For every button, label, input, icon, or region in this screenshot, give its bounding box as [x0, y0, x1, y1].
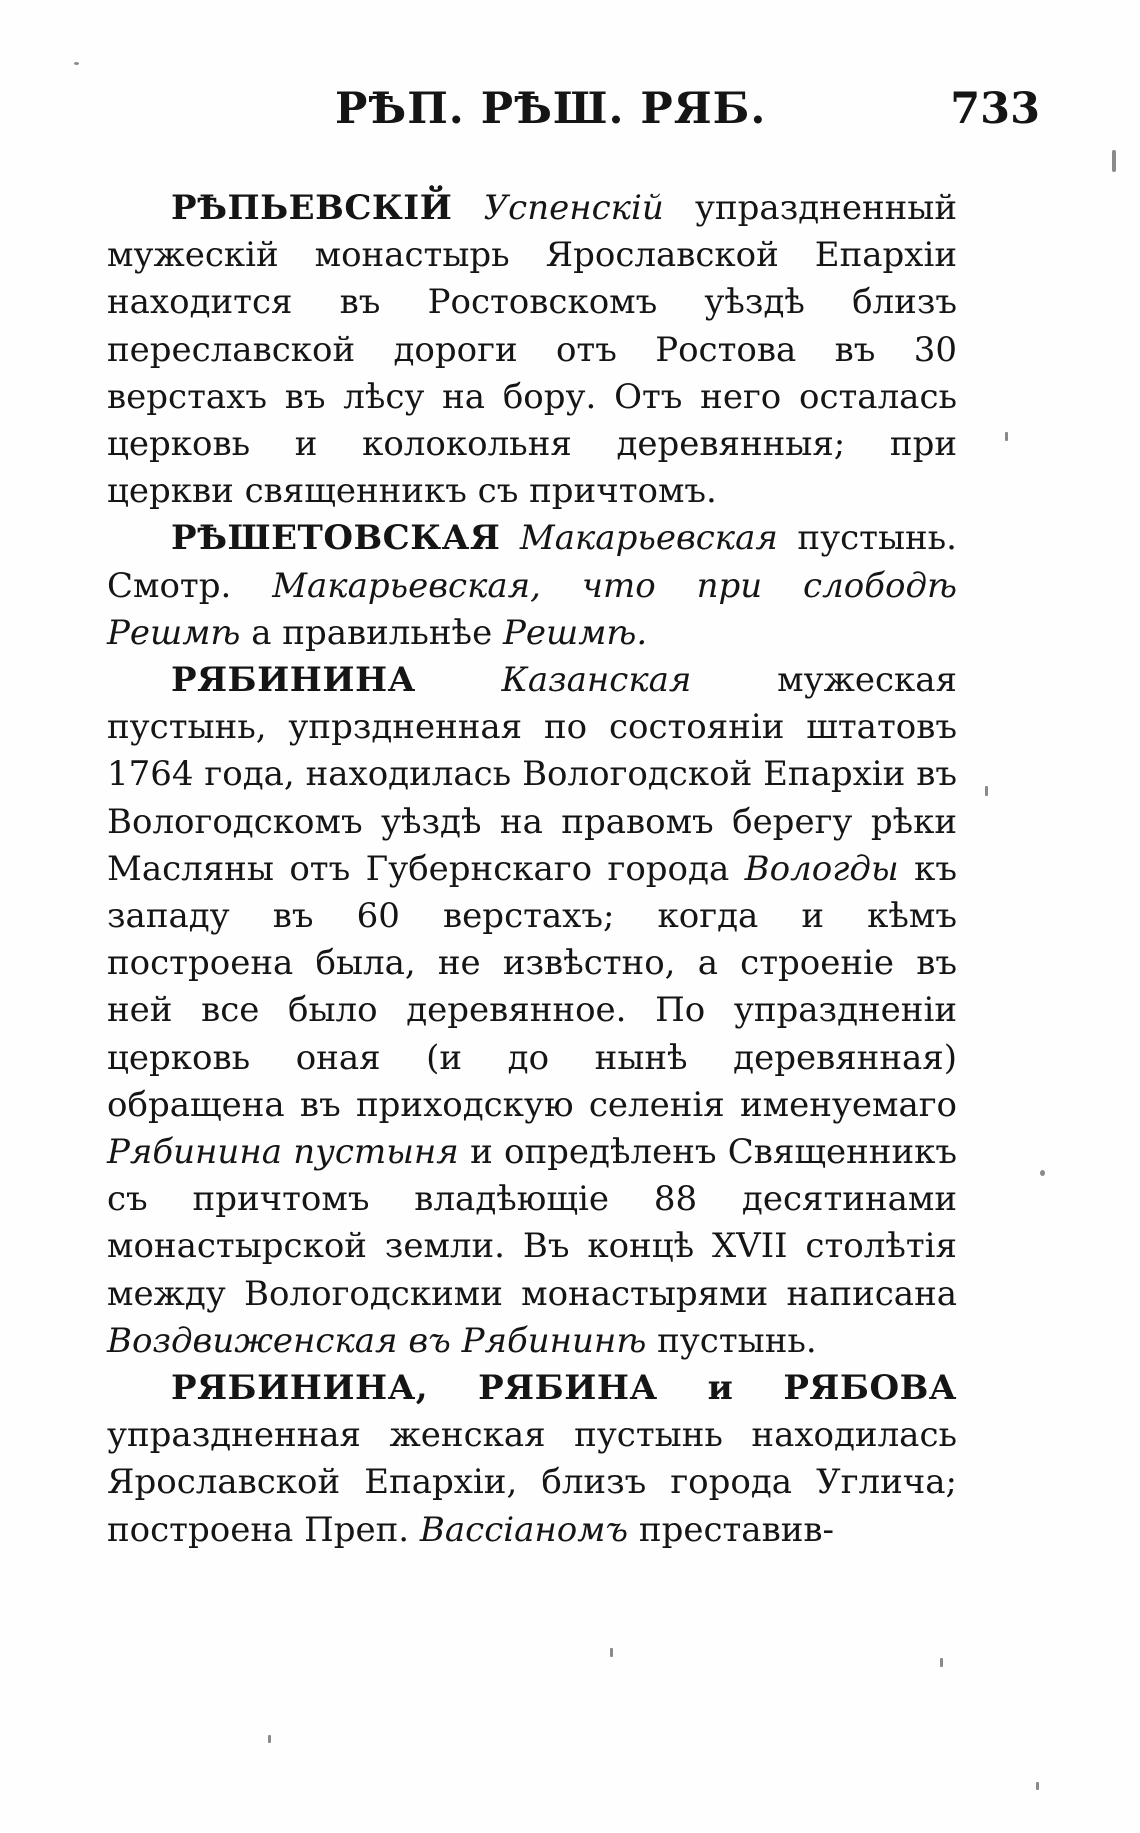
running-head: РѢП. РѢШ. РЯБ.	[335, 84, 767, 134]
entry-text: къ западу въ 60 верстахъ; когда и кѣмъ построена была, не извѣстно, а строеніе въ ней все было деревянное. По упраздненіи церковь оная (и до нынѣ деревянная) обращена въ приходскую селенія именуемаго	[107, 848, 957, 1125]
entry-text: и опредѣленъ Священникъ съ причтомъ владѣющіе 88 десятинами монастырской земли. Въ концѣ XVII столѣтія между Вологодскими монастырями написана	[107, 1132, 957, 1314]
entry-text-italic: Казанская	[501, 660, 692, 701]
entry-headword: РЯБИНИНА	[171, 660, 416, 701]
scan-speck	[1040, 1170, 1045, 1176]
entry-text-italic: Макарьевская	[519, 518, 778, 559]
entry-text-italic: Макарьевская, что при слободѣ Решмѣ	[107, 565, 957, 653]
entry-text: пустынь. Смотр.	[107, 518, 957, 606]
scan-speck	[74, 62, 79, 65]
page-header	[100, 84, 1060, 144]
entry-text: мужеская пустынь, упрздненная по состояніи штатовъ 1764 года, находилась Вологодской Епархіи въ Вологодскомъ уѣздѣ на правомъ берегу рѣки Масляны отъ Губернскаго города	[107, 660, 958, 889]
entry-reshetovskaya	[107, 515, 957, 657]
entry-repyevsky	[107, 185, 957, 515]
entry-text-italic: Вассіаномъ	[419, 1509, 629, 1550]
scan-speck	[1036, 1782, 1039, 1790]
entry-text-italic: Рябинина пустыня	[107, 1132, 459, 1173]
entry-text-italic: Решмѣ.	[503, 612, 648, 653]
entry-text: а правильнѣе	[240, 612, 503, 653]
scan-speck	[610, 1648, 613, 1657]
entry-ryabinina-kazanskaya	[107, 657, 957, 1365]
scan-speck	[940, 1658, 943, 1667]
entry-text-italic: Воздвиженская въ Рябининѣ	[107, 1320, 647, 1361]
dictionary-text	[107, 185, 957, 1554]
entry-headword: РЯБИНИНА, РЯБИНА и РЯБОВА	[171, 1368, 957, 1409]
scan-speck	[268, 1735, 271, 1743]
entry-text: преставив-	[628, 1509, 835, 1550]
entry-headword: РѢШЕТОВСКАЯ	[171, 518, 501, 559]
entry-text: упраздненный мужескій монастырь Ярославской Епархіи находится въ Ростовскомъ уѣздѣ близъ переславской дороги отъ Ростова въ 30 верстахъ въ лѣсу на бору. Отъ него осталась церковь и колокольня деревянныя; при церкви священникъ съ причтомъ.	[107, 188, 957, 512]
scan-speck	[1005, 432, 1008, 441]
entry-headword: РѢПЬЕВСКІЙ	[171, 188, 453, 228]
scan-speck	[985, 786, 988, 796]
entry-text: пустынь.	[646, 1320, 817, 1361]
page-number: 733	[950, 84, 1040, 134]
scan-speck	[1112, 150, 1116, 172]
entry-ryabinina-ryabina-ryabova	[107, 1365, 957, 1554]
entry-text-italic: Успенскій	[483, 188, 664, 228]
entry-text-italic: Вологды	[744, 848, 899, 889]
entry-text: упраздненная женская пустынь находилась Ярославской Епархіи, близъ города Углича; построена Преп.	[107, 1415, 957, 1550]
